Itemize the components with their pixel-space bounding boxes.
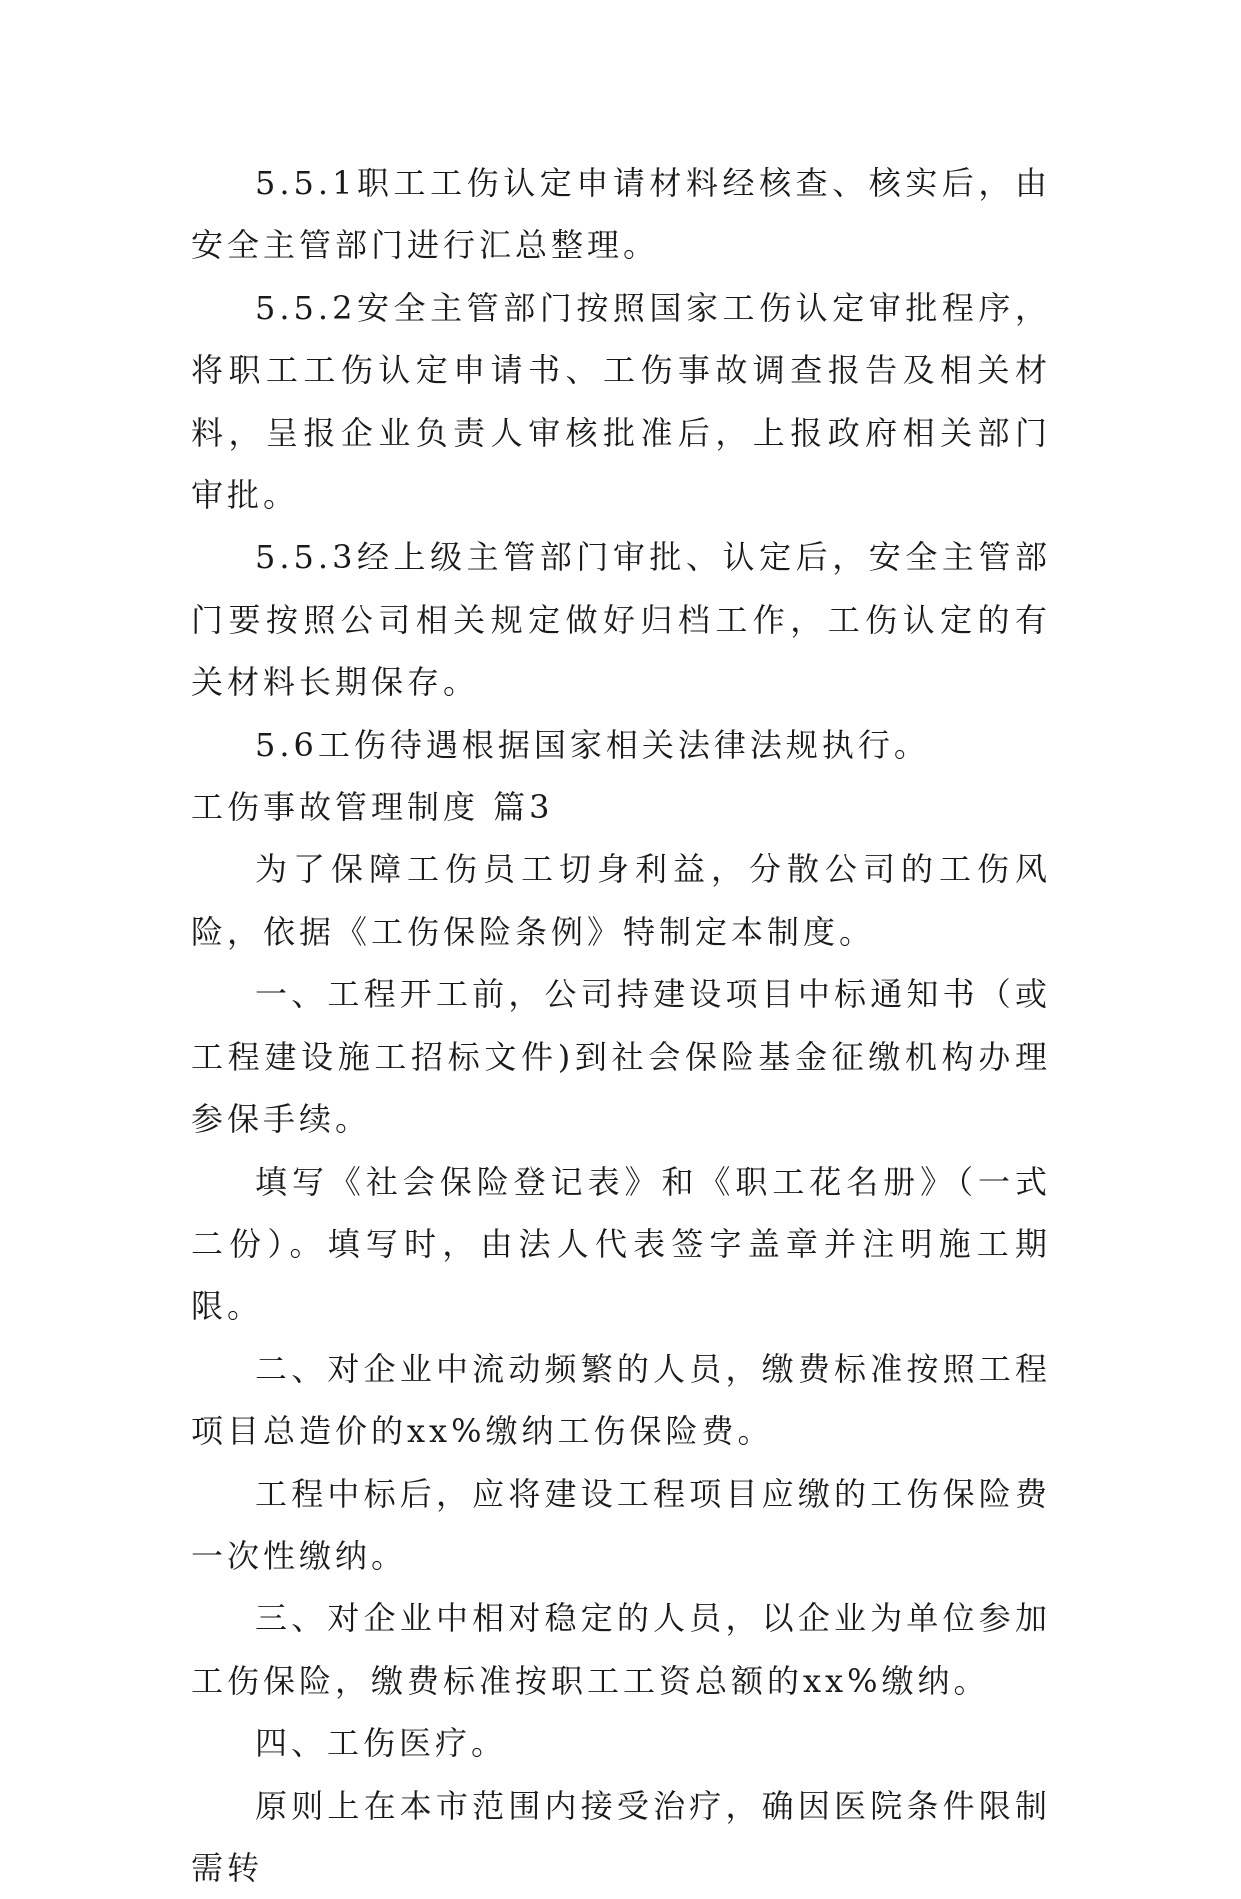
paragraph-item-3: 三、对企业中相对稳定的人员，以企业为单位参加工伤保险，缴费标准按职工工资总额的xx%缴纳。 [191, 1599, 1051, 1700]
paragraph-item-1: 一、工程开工前，公司持建设项目中标通知书（或工程建设施工招标文件)到社会保险基金征缴机构办理参保手续。 [191, 975, 1051, 1139]
paragraph-5-6: 5.6工伤待遇根据国家相关法律法规执行。 [255, 725, 930, 764]
paragraph-item-1-form: 填写《社会保险登记表》和《职工花名册》（一式二份）。填写时，由法人代表签字盖章并注明施工期限。 [191, 1162, 1051, 1326]
paragraph-intro: 为了保障工伤员工切身利益，分散公司的工伤风险，依据《工伤保险条例》特制定本制度。 [191, 850, 1051, 951]
paragraph-5-5-3: 5.5.3经上级主管部门审批、认定后，安全主管部门要按照公司相关规定做好归档工作，工伤认定的有关材料长期保存。 [191, 538, 1051, 702]
paragraph-item-4: 四、工伤医疗。 [255, 1724, 508, 1763]
paragraph-item-2-payment: 工程中标后，应将建设工程项目应缴的工伤保险费一次性缴纳。 [191, 1474, 1051, 1575]
paragraph-item-4-detail: 原则上在本市范围内接受治疗，确因医院条件限制需转 [191, 1786, 1051, 1887]
paragraph-item-2: 二、对企业中流动频繁的人员，缴费标准按照工程项目总造价的xx%缴纳工伤保险费。 [191, 1349, 1051, 1451]
paragraph-5-5-2: 5.5.2安全主管部门按照国家工伤认定审批程序，将职工工伤认定申请书、工伤事故调查报告及相关材料，呈报企业负责人审核批准后，上报政府相关部门审批。 [191, 288, 1051, 515]
paragraph-5-5-1: 5.5.1职工工伤认定申请材料经核查、核实后，由安全主管部门进行汇总整理。 [191, 164, 1051, 265]
section-heading: 工伤事故管理制度 篇3 [191, 788, 554, 827]
document-body [191, 152, 1051, 1899]
